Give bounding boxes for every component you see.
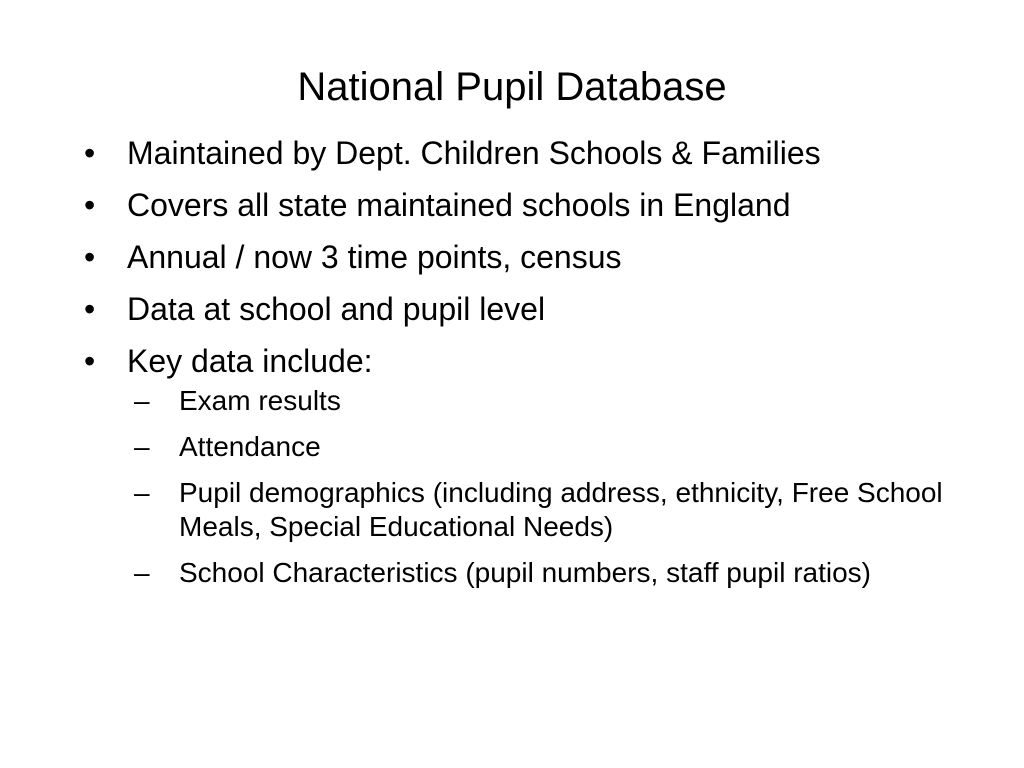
bullet-dot-icon: •: [84, 343, 96, 379]
bullet-dot-icon: •: [84, 239, 96, 275]
sub-bullet-item: [134, 430, 944, 464]
bullet-item: [84, 134, 944, 172]
bullet-text: Covers all state maintained schools in England: [127, 187, 791, 223]
bullet-item: [84, 238, 944, 276]
sub-bullet-item: [134, 476, 944, 544]
sub-bullet-text: School Characteristics (pupil numbers, staff pupil ratios): [179, 557, 872, 588]
bullet-text: Data at school and pupil level: [127, 291, 546, 327]
bullet-item: [84, 186, 944, 224]
bullet-item: [84, 342, 944, 590]
bullet-text: Maintained by Dept. Children Schools & Families: [127, 135, 821, 171]
bullet-item: [84, 290, 944, 328]
dash-icon: –: [134, 557, 150, 588]
bullet-dot-icon: •: [84, 135, 96, 171]
dash-icon: –: [134, 385, 150, 416]
dash-icon: –: [134, 477, 150, 508]
dash-icon: –: [134, 431, 150, 462]
bullet-text: Annual / now 3 time points, census: [127, 239, 622, 275]
bullet-text: Key data include:: [127, 343, 373, 379]
slide-title: National Pupil Database: [297, 65, 727, 109]
sub-bullet-text: Attendance: [179, 431, 321, 462]
bullet-list: [84, 134, 944, 604]
sub-bullet-item: [134, 556, 944, 590]
bullet-dot-icon: •: [84, 187, 96, 223]
sub-bullet-text: Pupil demographics (including address, ethnicity, Free School Meals, Special Educational Needs): [179, 477, 943, 542]
sub-bullet-item: [134, 384, 944, 418]
bullet-dot-icon: •: [84, 291, 96, 327]
sub-bullet-text: Exam results: [179, 385, 341, 416]
sub-bullet-list: [127, 384, 944, 590]
